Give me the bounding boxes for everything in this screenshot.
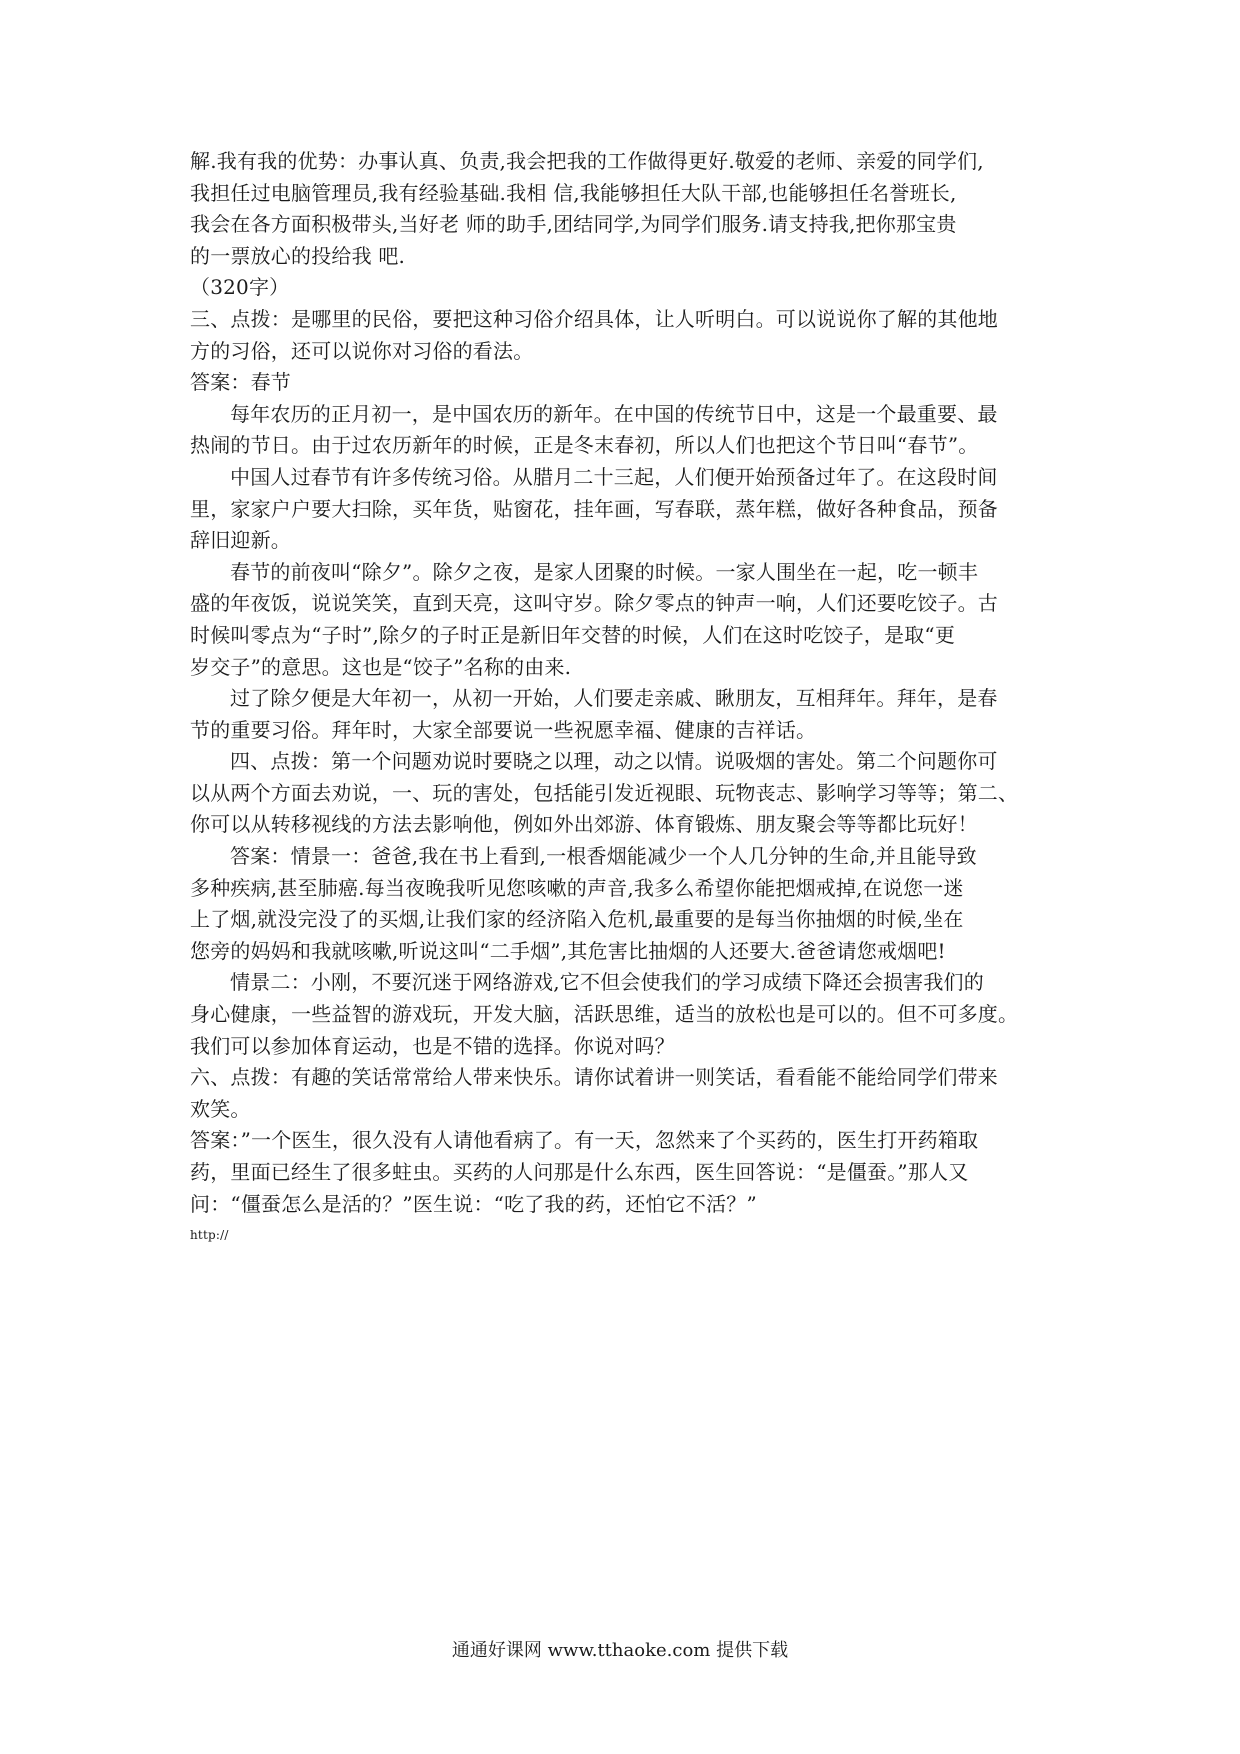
document-body xyxy=(190,146,1056,1244)
text-line: 节的重要习俗。拜年时，大家全部要说一些祝愿幸福、健康的吉祥话。 xyxy=(190,717,817,742)
url-note: http:// xyxy=(190,1228,229,1243)
text-line: 盛的年夜饭，说说笑笑，直到天亮，这叫守岁。除夕零点的钟声一响，人们还要吃饺子。古 xyxy=(190,591,998,616)
text-line: 上了烟,就没完没了的买烟,让我们家的经济陷入危机,最重要的是每当你抽烟的时候,坐在 xyxy=(190,907,964,932)
text-line: 答案：春节 xyxy=(190,370,291,395)
page-footer: 通通好课网 www.tthaoke.com 提供下载 xyxy=(451,1640,789,1661)
text-line: 我们可以参加体育运动，也是不错的选择。你说对吗？ xyxy=(190,1033,675,1058)
text-line: 身心健康，一些益智的游戏玩，开发大脑，活跃思维，适当的放松也是可以的。但不可多度。 xyxy=(190,1002,1019,1027)
text-line: 您旁的妈妈和我就咳嗽,听说这叫“二手烟”,其危害比抽烟的人还要大.爸爸请您戒烟吧! xyxy=(190,938,946,963)
text-line: 里，家家户户要大扫除，买年货，贴窗花，挂年画，写春联，蒸年糕，做好各种食品，预备 xyxy=(190,496,998,521)
text-line: 情景二：小刚，不要沉迷于网络游戏,它不但会使我们的学习成绩下降还会损害我们的 xyxy=(230,970,984,995)
text-line: 方的习俗，还可以说你对习俗的看法。 xyxy=(190,338,534,363)
text-line: 每年农历的正月初一，是中国农历的新年。在中国的传统节日中，这是一个最重要、最 xyxy=(230,401,998,426)
text-line: （320字） xyxy=(190,275,290,300)
text-line: 岁交子”的意思。这也是“饺子”名称的由来. xyxy=(190,654,572,679)
text-line: 热闹的节日。由于过农历新年的时候，正是冬末春初，所以人们也把这个节日叫“春节”。 xyxy=(190,433,979,458)
text-line: 以从两个方面去劝说，一、玩的害处，包括能引发近视眼、玩物丧志、影响学习等等；第二、 xyxy=(190,780,1019,805)
text-line: 欢笑。 xyxy=(190,1096,251,1121)
text-line: 多种疾病,甚至肺癌.每当夜晚我听见您咳嗽的声音,我多么希望你能把烟戒掉,在说您一迷 xyxy=(190,875,964,900)
text-line: 三、点拨：是哪里的民俗，要把这种习俗介绍具体，让人听明白。可以说说你了解的其他地 xyxy=(190,306,998,331)
text-line: 我担任过电脑管理员,我有经验基础.我相 信,我能够担任大队干部,也能够担任名誉班长, xyxy=(190,180,957,205)
text-line: 答案：情景一：爸爸,我在书上看到,一根香烟能减少一个人几分钟的生命,并且能导致 xyxy=(230,844,977,869)
text-line: 你可以从转移视线的方法去影响他，例如外出郊游、体育锻炼、朋友聚会等等都比玩好！ xyxy=(190,812,978,837)
text-line: 四、点拨：第一个问题劝说时要晓之以理，动之以情。说吸烟的害处。第二个问题你可 xyxy=(230,749,998,774)
text-line: 过了除夕便是大年初一，从初一开始，人们要走亲戚、瞅朋友，互相拜年。拜年，是春 xyxy=(230,686,998,711)
text-line: 辞旧迎新。 xyxy=(190,528,291,553)
text-line: 解.我有我的优势：办事认真、负责,我会把我的工作做得更好.敬爱的老师、亲爱的同学们, xyxy=(190,149,984,173)
text-line: 中国人过春节有许多传统习俗。从腊月二十三起，人们便开始预备过年了。在这段时间 xyxy=(230,464,998,489)
text-line: 问：“僵蚕怎么是活的？”医生说：“吃了我的药，还怕它不活？” xyxy=(190,1191,757,1216)
text-line: 我会在各方面积极带头,当好老 师的助手,团结同学,为同学们服务.请支持我,把你那宝贵 xyxy=(190,212,957,237)
text-line: 药，里面已经生了很多蛀虫。买药的人问那是什么东西，医生回答说：“是僵蚕。”那人又 xyxy=(190,1160,969,1184)
text-line: 时候叫零点为“子时”,除夕的子时正是新旧年交替的时候，人们在这时吃饺子，是取“更 xyxy=(190,622,956,647)
text-line: 的一票放心的投给我 吧. xyxy=(190,243,406,268)
text-line: 答案：”一个医生，很久没有人请他看病了。有一天，忽然来了个买药的，医生打开药箱取 xyxy=(190,1128,979,1153)
text-line: 六、点拨：有趣的笑话常常给人带来快乐。请你试着讲一则笑话，看看能不能给同学们带来 xyxy=(190,1065,998,1090)
text-line: 春节的前夜叫“除夕”。除夕之夜，是家人团聚的时候。一家人围坐在一起，吃一顿丰 xyxy=(230,559,979,584)
